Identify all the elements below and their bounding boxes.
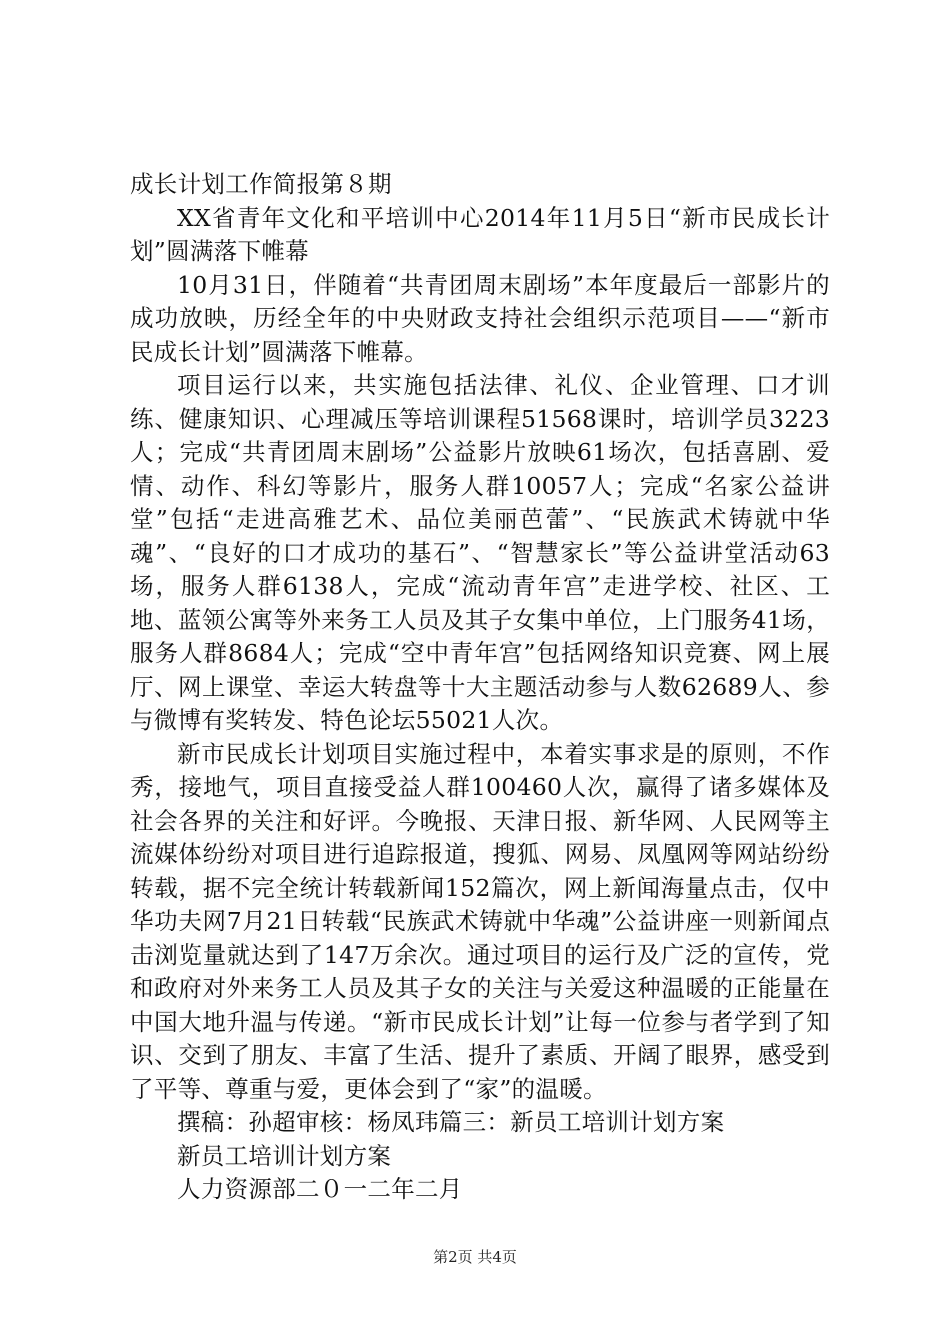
paragraph-headline: XX省青年文化和平培训中心2014年11月5日“新市民成长计划”圆满落下帷幕 <box>130 203 830 265</box>
paragraph-department-date: 人力资源部二０一二年二月 <box>177 1175 463 1203</box>
document-body <box>130 168 830 1207</box>
page-number-footer: 第2页 共4页 <box>433 1248 517 1266</box>
paragraph-intro: 10月31日，伴随着“共青团周末剧场”本年度最后一部影片的成功放映，历经全年的中央财政支持社会组织示范项目——“新市民成长计划”圆满落下帷幕。 <box>130 270 830 366</box>
document-title: 成长计划工作简报第８期 <box>130 170 392 198</box>
paragraph-impact: 新市民成长计划项目实施过程中，本着实事求是的原则，不作秀，接地气，项目直接受益人群100460人次，赢得了诸多媒体及社会各界的关注和好评。今晚报、天津日报、新华网、人民网等主流媒体纷纷对项目进行追踪报道，搜狐、网易、凤凰网等网站纷纷转载，据不完全统计转载新闻152篇次，网上新闻海量点击，仅中华功夫网7月21日转载“民族武术铸就中华魂”公益讲座一则新闻点击浏览量就达到了147万余次。通过项目的运行及广泛的宣传，党和政府对外来务工人员及其子女的关注与关爱这种温暖的正能量在中国大地升温与传递。“新市民成长计划”让每一位参与者学到了知识、交到了朋友、丰富了生活、提升了素质、开阔了眼界，感受到了平等、尊重与爱，更体会到了“家”的温暖。 <box>130 739 830 1103</box>
paragraph-results: 项目运行以来，共实施包括法律、礼仪、企业管理、口才训练、健康知识、心理减压等培训课程51568课时，培训学员3223人；完成“共青团周末剧场”公益影片放映61场次，包括喜剧、爱情、动作、科幻等影片，服务人群10057人；完成“名家公益讲堂”包括“走进高雅艺术、品位美丽芭蕾”、“民族武术铸就中华魂”、“良好的口才成功的基石”、“智慧家长”等公益讲堂活动63场，服务人群6138人，完成“流动青年宫”走进学校、社区、工地、蓝领公寓等外来务工人员及其子女集中单位，上门服务41场，服务人群8684人；完成“空中青年宫”包括网络知识竞赛、网上展厅、网上课堂、幸运大转盘等十大主题活动参与人数62689人、参与微博有奖转发、特色论坛55021人次。 <box>130 371 830 734</box>
paragraph-author: 撰稿：孙超审核：杨凤玮篇三：新员工培训计划方案 <box>177 1108 725 1136</box>
paragraph-plan-title: 新员工培训计划方案 <box>177 1141 392 1170</box>
